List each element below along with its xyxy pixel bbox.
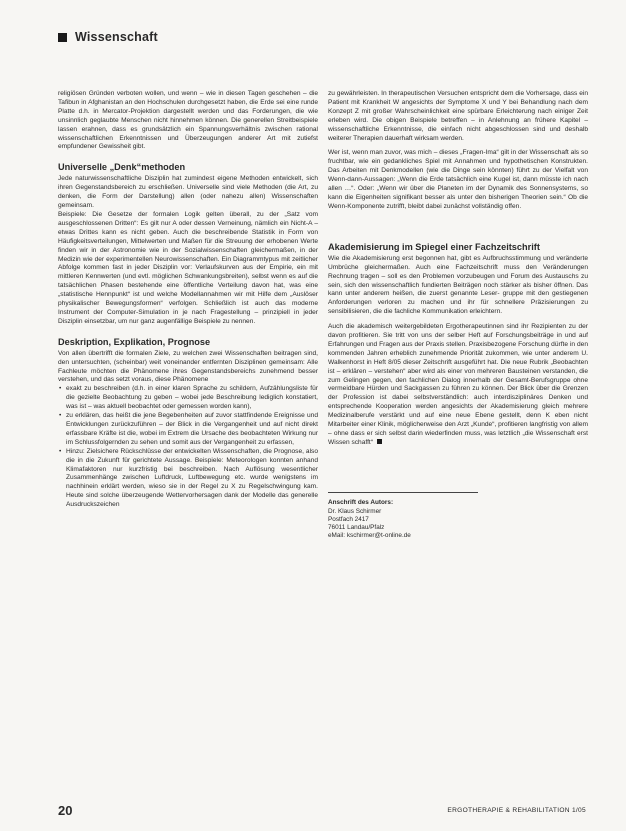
author-email[interactable]: eMail: kschirmer@t-online.de xyxy=(328,532,411,540)
paragraph-universal-2: Beispiele: Die Gesetze der formalen Logik gelten überall, zu der „Satz vom ausgeschlossenen Dritten“: Es gilt nur A oder dessen Verneinung, nämlich ein Nicht-A – etwas Drittes kann es nicht geben. Auch die beschreibende Statistik in Form von Häufigkeitsverteilungen, Mittelwerten und Maßen für die Streuung der erhobenen Werte finden wir in der Astronomie wie in der Sozialwissenschaften gleichermaßen, in der Medizin wie der experimentellen Neurowissenschaften. Ein Diagrammtypus mit zeitlicher Abfolge kommen fast in jeder Disziplin vor: Verlaufskurven aus der Empirie, ein mit mittleren Kennwerten (und evtl. möglichen Schwankungsbreiten), selbst wenn es auf die tatsächlichen Phasen bestehende eine öffentliche Verteilung davon hat, was eine „statistische Hennpunkt“ ist und welche Modellannahmen wir mit Hilfe dem „Auslöser physikalischer Bewegungsformen“ verfolgen. Schließlich ist auch das moderne Instrument der Computer-Simulation in je nach Fragestellung – prinzipiell in jeder Disziplin einsetzbar, um nur ganz augenfällige Beispiele zu nennen. xyxy=(58,210,318,325)
goal-list xyxy=(58,385,318,510)
author-name: Dr. Klaus Schirmer xyxy=(328,507,382,515)
journal-footer: ERGOTHERAPIE & REHABILITATION 1/05 xyxy=(447,807,586,814)
section-title: Wissenschaft xyxy=(75,30,158,44)
page-number: 20 xyxy=(58,803,73,818)
right-column xyxy=(328,90,588,541)
list-item: • exakt zu beschreiben (d.h. in einer klaren Sprache zu schildern, Aufzählungsliste für die gezielte Beobachtung zu geben – wobei jede Beschreibung lediglich konstatiert, was ist – was aktuell beobachtet oder gemessen worden kann), xyxy=(66,385,318,412)
paragraph-universal-1: Jede naturwissenschaftliche Disziplin hat zumindest eigene Methoden entwickelt, sich ihren Gegenstandsbereich zu erschließen. Universelle sind viele Methoden (die Art, zu denken, die Form der Darstellung) allen (oder nahezu allen) Wissenschaften gemeinsam. xyxy=(58,175,318,210)
heading-description: Deskription, Explikation, Prognose xyxy=(58,336,211,347)
paragraph-models: Wer ist, wenn man zuvor, was mich – dieses „Fragen-Ima“ gilt in der Wissenschaft als so fruchtbar, wie ein gedankliches Spiel mit Annahmen und hypothetischen Konstrukten. Das Arbeiten mit Denkmodellen (wie die Dinge sein könnten) führt zu der Vielfalt von Wenn-dann-Aussagen: „Wenn die Erde tatsächlich eine Kugel ist, dann müsste ich nach allen …“. Oder: „Wenn wir über die Planeten im der Dynamik des Sonnensystems, so kann die Eigenheiten signifikant besser als unter den bisherigen Theorien sein.“ Ob die Wenn-Komponente zutrifft, bleibt dabei zunächst vollständig offen. xyxy=(328,149,588,210)
paragraph-akademisierung-2 xyxy=(328,323,588,448)
list-item: • zu erklären, das heißt die jene Begebenheiten auf zuvor stattfindende Ereignisse und Entwicklungen zurückzuführen – der Blick in die Vergangenheit und auf nicht direkt erfassbare Kräfte ist die, wobei im Extrem die Ursache des beobachteten Wirkung nur im Schlussfolgernden zu sehen und somit aus der Vergangenheit zu erfassen, xyxy=(66,412,318,448)
section-marker-icon xyxy=(58,33,67,42)
left-column xyxy=(58,90,318,510)
paragraph-akademisierung-2-text: Auch die akademisch weitergebildeten Ergotherapeutinnen sind ihr Rezipienten zu der davon profitieren. Sie tritt von uns der selber Heft auf Forschungsbeiträge in und auf Erfahrungen und Fragen aus der Praxis stellen. Praxisbezogene Forschung dürfte in den kommenden Jahren erheblich zunehmende Priorität zukommen, wie unter anderem U. Walkenhorst in Heft 8/05 dieser Zeitschrift ausgeführt hat. Die neue Rubrik „Beobachten ist – erklären – verstehen“ aber wird als einer von mehreren Bausteinen verstanden, die zum Gelingen gegen, den fachlichen Dialog innerhalb der Gesamt-Berufsgruppe ohne vermeidbare Hürden und Sackgassen zu führen zu können. Der Blick über die Grenzen der Profession ist dabei selbstverständlich: auch interdisziplinäres Denken und entsprechende Kooperation werden angesichts der Akademisierung gleich mehrere Medizinalberufe verstärkt und auf eine neue Ebene gestellt, denn K eben nicht Mitarbeiter einer Klinik, möglicherweise den Arzt „Kunde“, profitieren langfristig von allem – ohne dass er sich selbst darin wiederfinden muss, was letztlich „die Wissenschaft erst Wissen schafft“ xyxy=(328,323,588,446)
author-postbox: Postfach 2417 xyxy=(328,515,369,523)
right-intro-paragraph: zu gewährleisten. In therapeutischen Versuchen entspricht dem die Vorhersage, dass ein Patient mit Krankheit W angesichts der Symptome X und Y bei Behandlung nach dem Konzept Z mit großer Wahrscheinlichkeit eine spürbare Erleichterung nach einiger Zeit erleben wird. Die obigen Beispiele betreffen – in Anlehnung an frühere Kapitel – wissenschaftliche Erkenntnisse, die einfach nicht abgeschlossen sind und deshalb weiterer Therapien dauerhaft wirksam werden. xyxy=(328,90,588,142)
end-mark-icon xyxy=(377,439,382,444)
address-divider xyxy=(328,492,478,493)
paragraph-description: Von allen übertrifft die formalen Ziele, zu welchen zwei Wissenschaften beitragen sind, den untersuchten, (scheinbar) weit voneinander entfernten Disziplinen gemeinsam: Alle Fachleute möchten die Phänomene ihres Gegenstandsbereichs zunehmend besser verstehen, und das setzt voraus, diese Phänomene xyxy=(58,349,318,384)
intro-paragraph: religiösen Gründen verboten wollen, und wenn – wie in diesen Tagen geschehen – die Tafibun in Afghanistan an den Hochschulen durchgesetzt haben, die Erde sei eine runde Platte d.h. in Mercator-Projektion dargestellt werden und das Forderungen, die wie unsinnlich geglaubte Menschen nicht hinnehmen können. Die generellen Streitbeispiele lassen erahnen, dass es grundsätzlich ein Spannungsverhältnis zwischen rational wissenschaftlichen Erkenntnissen und Überzeugungen anderer Art mit zutiefst empfundener Gewissheit gibt. xyxy=(58,90,318,151)
author-city: 76011 Landau/Pfalz xyxy=(328,524,385,532)
section-header xyxy=(58,30,158,44)
paragraph-akademisierung-1: Wie die Akademisierung erst begonnen hat, gibt es Aufbruchsstimmung und veränderte Umbrüche gleichermaßen. Auch eine Fachzeitschrift muss den Veränderungen Rechnung tragen – soll es den Problemen vorzubeugen und Forum des Austauschs zu sein, sich den wissenschaftlich fundierten Beiträgen noch stärker als bisher öffnen. Das kann unter anderem heißen, die zuerst genannte Leser- gruppe mit den gestiegenen Anforderungen verloren zu machen und ihr für schnellere Präzisierungen zu sensibilisieren, die die fachliche Kommunikation erleichtern. xyxy=(328,254,588,316)
list-item: • Hinzu: Zielsichere Rückschlüsse der entwickelten Wissenschaften, die Prognose, also die in die Zukunft für gerichtete Aussage. Beispiele: Meteorologen konnten anhand Klimafaktoren nur kurzfristig bei beschreiben. Nach Auflösung wesentlicher Zusammenhänge zwischen Luftdruck, Luftbewegung etc. wurde wenigstens im nachhinein erklärt werden, wieso sie in der Regel zu X zu Regelschwingung kam. Heute sind solche überzeugende Wettervorhersagen dank der Modelle das generelle Ausdruckszeichen xyxy=(66,448,318,510)
heading-akademisierung: Akademisierung im Spiegel einer Fachzeitschrift xyxy=(328,241,540,252)
author-address-heading: Anschrift des Autors: xyxy=(328,498,394,506)
heading-universal-methods: Universelle „Denk“methoden xyxy=(58,162,186,173)
